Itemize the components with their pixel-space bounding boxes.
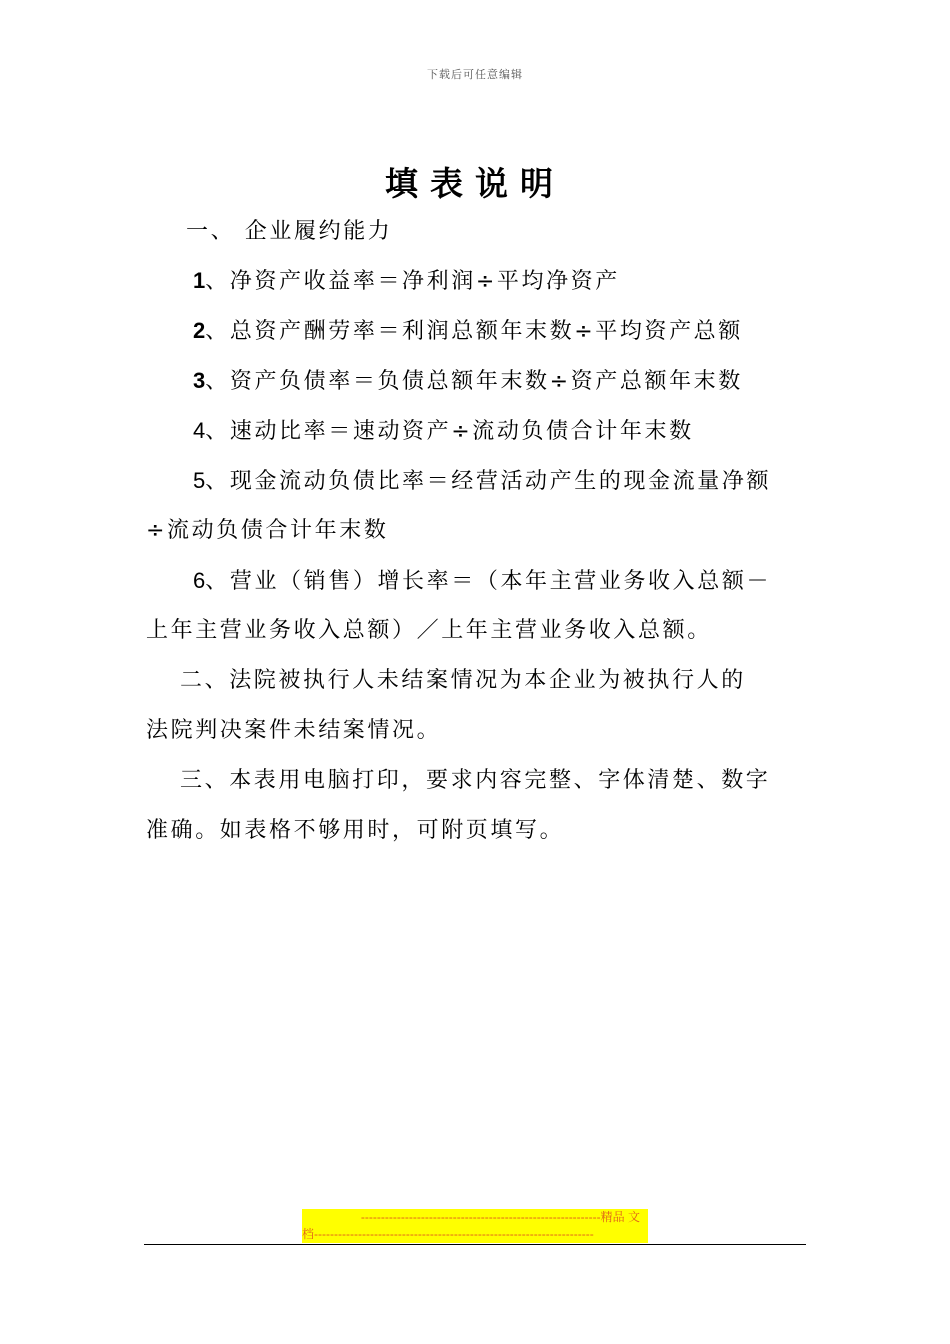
page-title: 填表说明 (385, 164, 565, 203)
item-6 (193, 566, 853, 597)
footer-line-2: 档---------------------------------------------------------------------- (302, 1227, 594, 1241)
item-4 (193, 416, 853, 447)
item-5-number: 5 (193, 468, 206, 493)
item-6-number: 6 (193, 568, 206, 593)
item-4-text: 、速动比率＝速动资产÷流动负债合计年末数 (205, 419, 694, 444)
item-3-number: 3 (193, 368, 206, 393)
footer-line-1: ------------------------------------------------------------精品 文 (360, 1210, 640, 1224)
item-1-text: 、净资产收益率＝净利润÷平均净资产 (205, 269, 620, 294)
footer-divider (144, 1244, 806, 1245)
item-6-continuation: 上年主营业务收入总额）／上年主营业务收入总额。 (146, 618, 712, 643)
item-5-text: 、现金流动负债比率＝经营活动产生的现金流量净额 (205, 469, 772, 494)
item-1 (193, 266, 853, 297)
item-2-text: 、总资产酬劳率＝利润总额年末数÷平均资产总额 (205, 319, 743, 344)
item-2 (193, 316, 853, 347)
item-5-continuation: ÷流动负债合计年末数 (146, 518, 389, 543)
item-4-number: 4 (193, 418, 206, 443)
item-5 (193, 466, 853, 497)
section-3-line-1: 三、本表用电脑打印，要求内容完整、字体清楚、数字 (180, 768, 771, 793)
header-note: 下载后可任意编辑 (427, 68, 523, 81)
item-3-text: 、资产负债率＝负债总额年末数÷资产总额年末数 (205, 369, 743, 394)
section-2-line-2: 法院判决案件未结案情况。 (146, 718, 442, 743)
section-2-line-1: 二、法院被执行人未结案情况为本企业为被执行人的 (180, 668, 746, 693)
item-3 (193, 366, 853, 397)
footer-watermark (302, 1209, 648, 1243)
section-1-heading: 一、 企业履约能力 (186, 219, 393, 244)
item-6-text: 、营业（销售）增长率＝（本年主营业务收入总额－ (205, 569, 772, 594)
item-2-number: 2 (193, 318, 206, 343)
section-3-line-2: 准确。如表格不够用时，可附页填写。 (146, 818, 565, 843)
item-1-number: 1 (193, 268, 206, 293)
